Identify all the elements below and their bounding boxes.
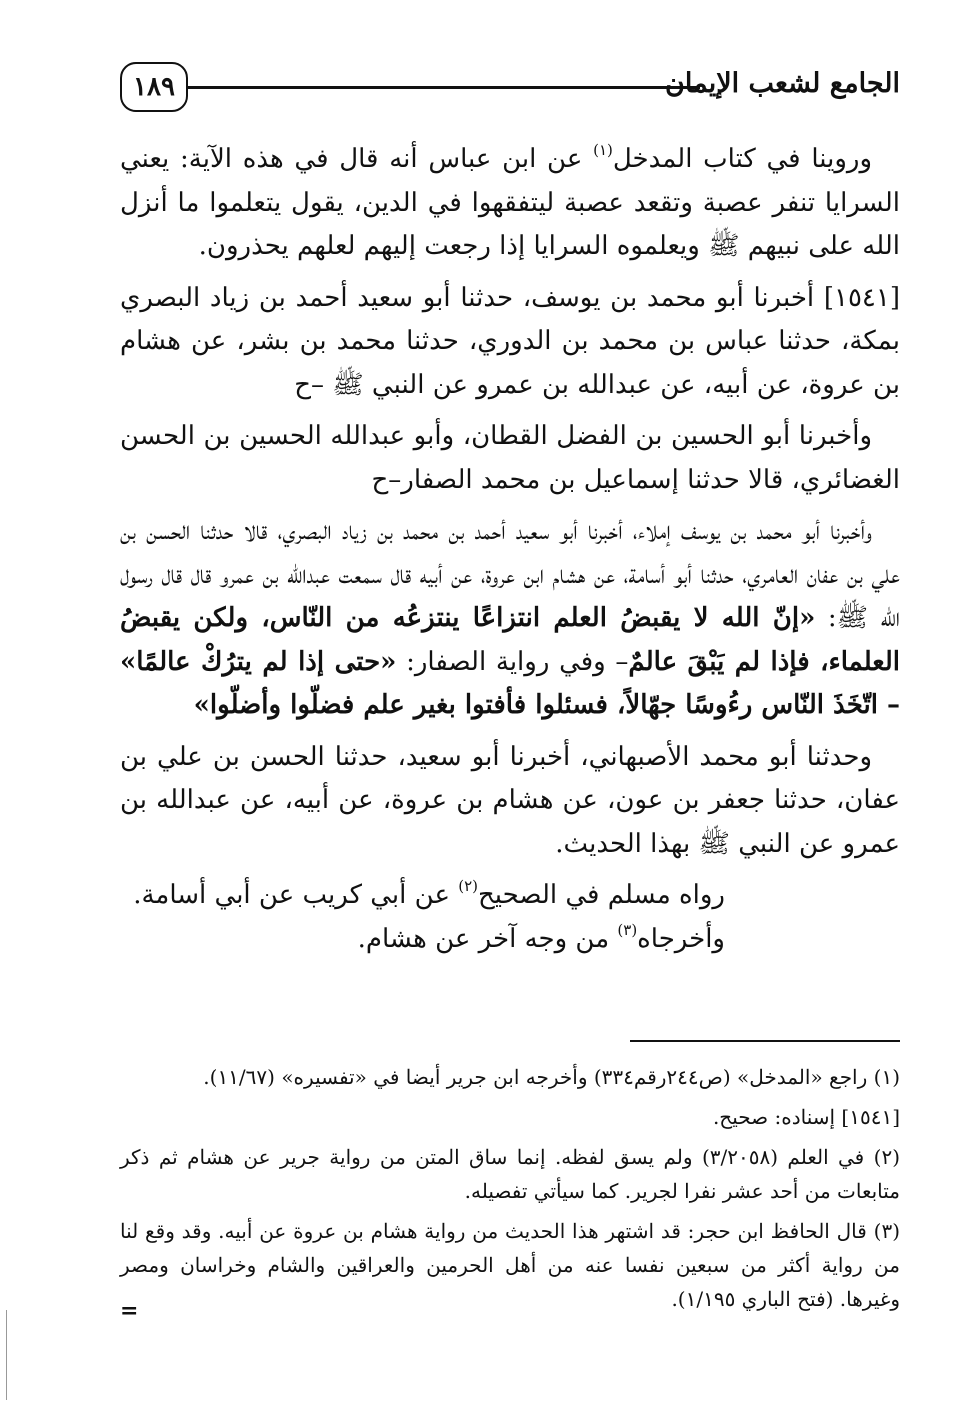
scan-edge-line	[6, 1310, 7, 1400]
paragraph-text: رواه مسلم في الصحيح	[478, 880, 725, 910]
paragraph-text: وروينا في كتاب المدخل	[612, 144, 872, 174]
paragraph-1	[120, 138, 900, 269]
paragraph-5	[120, 736, 900, 867]
paragraph-text: وأخبرنا أبو الحسين بن الفضل القطان، وأبو عبدالله الحسين بن الحسن الغضائري، قالا حدثنا إسماعيل بن محمد الصفار–ح	[120, 421, 900, 495]
continuation-mark: =	[120, 1298, 139, 1324]
paragraph-text: عن أبي كريب عن أبي أسامة.	[133, 880, 459, 910]
hadith-reference-number: [١٥٤١]	[823, 282, 900, 313]
paragraph-text: وأخبرنا أبو محمد بن يوسف إملاء، أخبرنا أبو سعيد أحمد بن محمد بن زياد البصري، قالا حدثنا الحسن بن علي بن عفان العامري، حدثنا أبو أسامة، عن هشام ابن عروة، عن أبيه قال سمعت عبدالله بن عمرو قال قال رسول الله ﷺ:	[120, 516, 900, 633]
footnote-1: (١) راجع «المدخل» (ص٢٤٤رقم٣٣٤) وأخرجه ابن جرير أيضا في «تفسيره» (١١/٦٧).	[203, 1065, 900, 1089]
paragraph-4	[120, 510, 900, 728]
paragraph-text: عن ابن عباس أنه قال في هذه الآية: يعني السرايا تنفر عصبة وتقعد عصبة ليتفقهوا في الدين، يقول يتعلموا ما أنزل الله على نبيهم ﷺ ويعلموه السرايا إذا رجعت إليهم لعلهم يحذرون.	[120, 144, 900, 261]
paragraph-2	[120, 277, 900, 408]
footnote-separator	[630, 1040, 900, 1042]
closing-line-1	[120, 874, 900, 918]
footnote-2: (٢) في العلم (٣/٢٠٥٨) ولم يسق لفظه. إنما ساق المتن من رواية جرير عن هشام ثم ذكر متابعات من أحد عشر نفرا لجرير. كما سيأتي تفصيله.	[120, 1145, 900, 1203]
footnote-isnad: [١٥٤١] إسناده: صحيح.	[712, 1105, 900, 1129]
hadith-text: «إنّ الله لا يقبضُ العلم انتزاعًا ينتزعُه من النّاس، ولكن يقبضُ العلماء، فإذا لم يَبْقَ عالمٌ	[120, 603, 900, 677]
page-number: ١٨٩	[120, 62, 188, 112]
footnote-3: (٣) قال الحافظ ابن حجر: قد اشتهر هذا الحديث من رواية هشام بن عروة عن أبيه. وقد وقع لنا من رواية أكثر من سبعين نفسا عنه من أهل الحرمين والعراقين والشام وخراسان ومصر وغيرها. (فتح الباري ١/١٩٥).	[120, 1219, 900, 1311]
paragraph-3	[120, 415, 900, 502]
paragraph-text: من وجه آخر عن هشام.	[357, 923, 618, 954]
paragraph-text: وحدثنا أبو محمد الأصبهاني، أخبرنا أبو سعيد، حدثنا الحسن بن علي بن عفان، حدثنا جعفر بن عون، عن هشام بن عروة، عن أبيه، عن عبدالله بن عمرو عن النبي ﷺ بهذا الحديث.	[120, 741, 900, 859]
footnote-marker: (١)	[593, 141, 613, 159]
closing-line-2	[120, 918, 900, 962]
footnote-marker: (٢)	[458, 877, 478, 895]
footnotes	[120, 1060, 900, 1322]
main-text	[120, 138, 900, 961]
header-rule	[188, 86, 700, 89]
hadith-text: «حتى إذا لم يترُكْ عالمًا» – اتّخَذَ النّاس رءُوسًا جهّالاً، فسئلوا فأفتوا بغير علم فضلّوا وأضلّوا»	[120, 646, 900, 720]
paragraph-text: وأخرجاه	[637, 923, 725, 954]
paragraph-text: أخبرنا أبو محمد بن يوسف، حدثنا أبو سعيد أحمد بن زياد البصري بمكة، حدثنا عباس بن محمد بن الدوري، حدثنا محمد بن بشر، عن هشام بن عروة، عن أبيه، عن عبدالله بن عمرو عن النبي ﷺ –ح	[120, 282, 900, 400]
footnote-marker: (٣)	[617, 920, 638, 939]
paragraph-text: – وفي رواية الصفار:	[396, 646, 629, 677]
running-title: الجامع لشعب الإيمان	[665, 68, 900, 99]
page-header	[120, 62, 900, 118]
